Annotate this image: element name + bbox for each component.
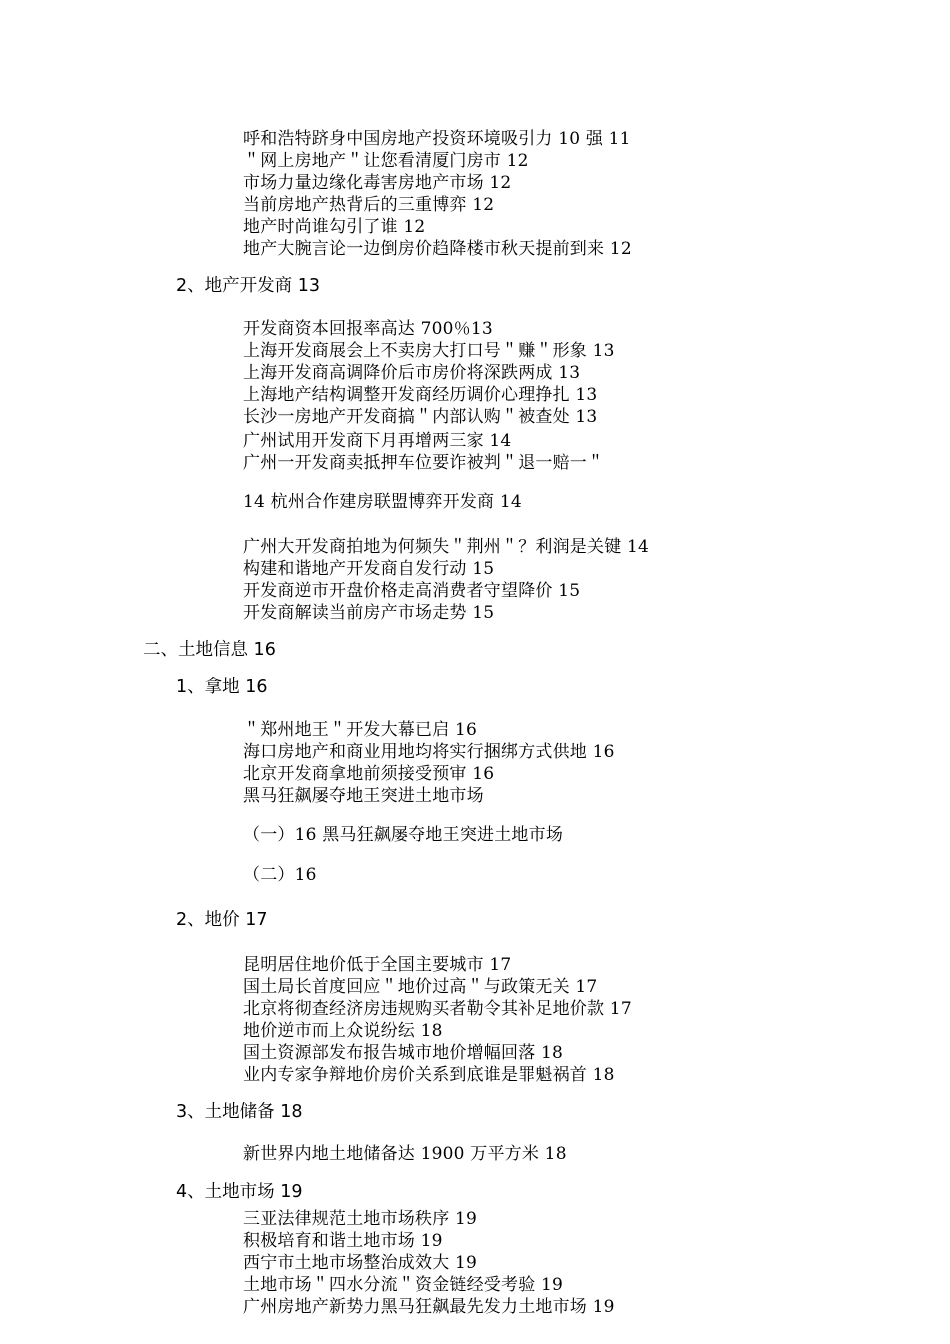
toc-entry[interactable]: ＂郑州地王＂开发大幕已启 16 — [243, 720, 478, 740]
toc-entry[interactable]: 地价逆市而上众说纷纭 18 — [243, 1021, 443, 1041]
toc-entry[interactable]: 14 杭州合作建房联盟博弈开发商 14 — [243, 492, 522, 512]
toc-entry[interactable]: 广州一开发商卖抵押车位要诈被判＂退一赔一＂ — [243, 453, 605, 473]
section-heading-acquire[interactable]: 1、拿地 16 — [176, 677, 268, 697]
toc-entry[interactable]: 广州试用开发商下月再增两三家 14 — [243, 431, 512, 451]
toc-entry[interactable]: 上海开发商展会上不卖房大打口号＂赚＂形象 13 — [243, 341, 615, 361]
toc-entry[interactable]: 新世界内地土地储备达 1900 万平方米 18 — [243, 1144, 567, 1164]
section-heading-price[interactable]: 2、地价 17 — [176, 910, 268, 930]
toc-entry[interactable]: 长沙一房地产开发商搞＂内部认购＂被查处 13 — [243, 407, 598, 427]
toc-entry[interactable]: 业内专家争辩地价房价关系到底谁是罪魁祸首 18 — [243, 1065, 615, 1085]
toc-entry[interactable]: 国土资源部发布报告城市地价增幅回落 18 — [243, 1043, 564, 1063]
toc-entry[interactable]: 市场力量边缘化毒害房地产市场 12 — [243, 173, 512, 193]
chapter-heading-land[interactable]: 二、土地信息 16 — [143, 640, 276, 660]
toc-entry[interactable]: 土地市场＂四水分流＂资金链经受考验 19 — [243, 1275, 564, 1295]
toc-entry[interactable]: 广州房地产新势力黑马狂飙最先发力土地市场 19 — [243, 1297, 615, 1317]
section-heading-developer[interactable]: 2、地产开发商 13 — [176, 276, 320, 296]
toc-entry[interactable]: ＂网上房地产＂让您看清厦门房市 12 — [243, 151, 529, 171]
toc-entry[interactable]: 黑马狂飙屡夺地王突进土地市场 — [243, 786, 484, 806]
toc-entry[interactable]: 构建和谐地产开发商自发行动 15 — [243, 559, 495, 579]
toc-entry[interactable]: 开发商逆市开盘价格走高消费者守望降价 15 — [243, 581, 581, 601]
toc-entry[interactable]: 昆明居住地价低于全国主要城市 17 — [243, 955, 512, 975]
toc-entry[interactable]: 地产大腕言论一边倒房价趋降楼市秋天提前到来 12 — [243, 239, 632, 259]
toc-entry[interactable]: 三亚法律规范土地市场秩序 19 — [243, 1209, 478, 1229]
toc-entry[interactable]: 呼和浩特跻身中国房地产投资环境吸引力 10 强 11 — [243, 129, 631, 149]
toc-entry[interactable]: 上海开发商高调降价后市房价将深跌两成 13 — [243, 363, 581, 383]
toc-entry[interactable]: 西宁市土地市场整治成效大 19 — [243, 1253, 478, 1273]
toc-entry[interactable]: 积极培育和谐土地市场 19 — [243, 1231, 443, 1251]
toc-entry[interactable]: 北京将彻查经济房违规购买者勒令其补足地价款 17 — [243, 999, 632, 1019]
toc-entry[interactable]: 开发商资本回报率高达 700％13 — [243, 319, 493, 339]
toc-entry[interactable]: （一）16 黑马狂飙屡夺地王突进土地市场 — [243, 825, 564, 845]
toc-entry[interactable]: 开发商解读当前房产市场走势 15 — [243, 603, 495, 623]
toc-entry[interactable]: 上海地产结构调整开发商经历调价心理挣扎 13 — [243, 385, 598, 405]
toc-entry[interactable]: 北京开发商拿地前须接受预审 16 — [243, 764, 495, 784]
toc-entry[interactable]: 海口房地产和商业用地均将实行捆绑方式供地 16 — [243, 742, 615, 762]
toc-entry[interactable]: 地产时尚谁勾引了谁 12 — [243, 217, 426, 237]
section-heading-market[interactable]: 4、土地市场 19 — [176, 1182, 303, 1202]
toc-entry[interactable]: 当前房地产热背后的三重博弈 12 — [243, 195, 495, 215]
toc-entry[interactable]: 国土局长首度回应＂地价过高＂与政策无关 17 — [243, 977, 598, 997]
section-heading-reserve[interactable]: 3、土地储备 18 — [176, 1102, 303, 1122]
toc-entry[interactable]: 广州大开发商拍地为何频失＂荆州＂？利润是关键 14 — [243, 537, 650, 557]
toc-entry[interactable]: （二）16 — [243, 865, 317, 885]
